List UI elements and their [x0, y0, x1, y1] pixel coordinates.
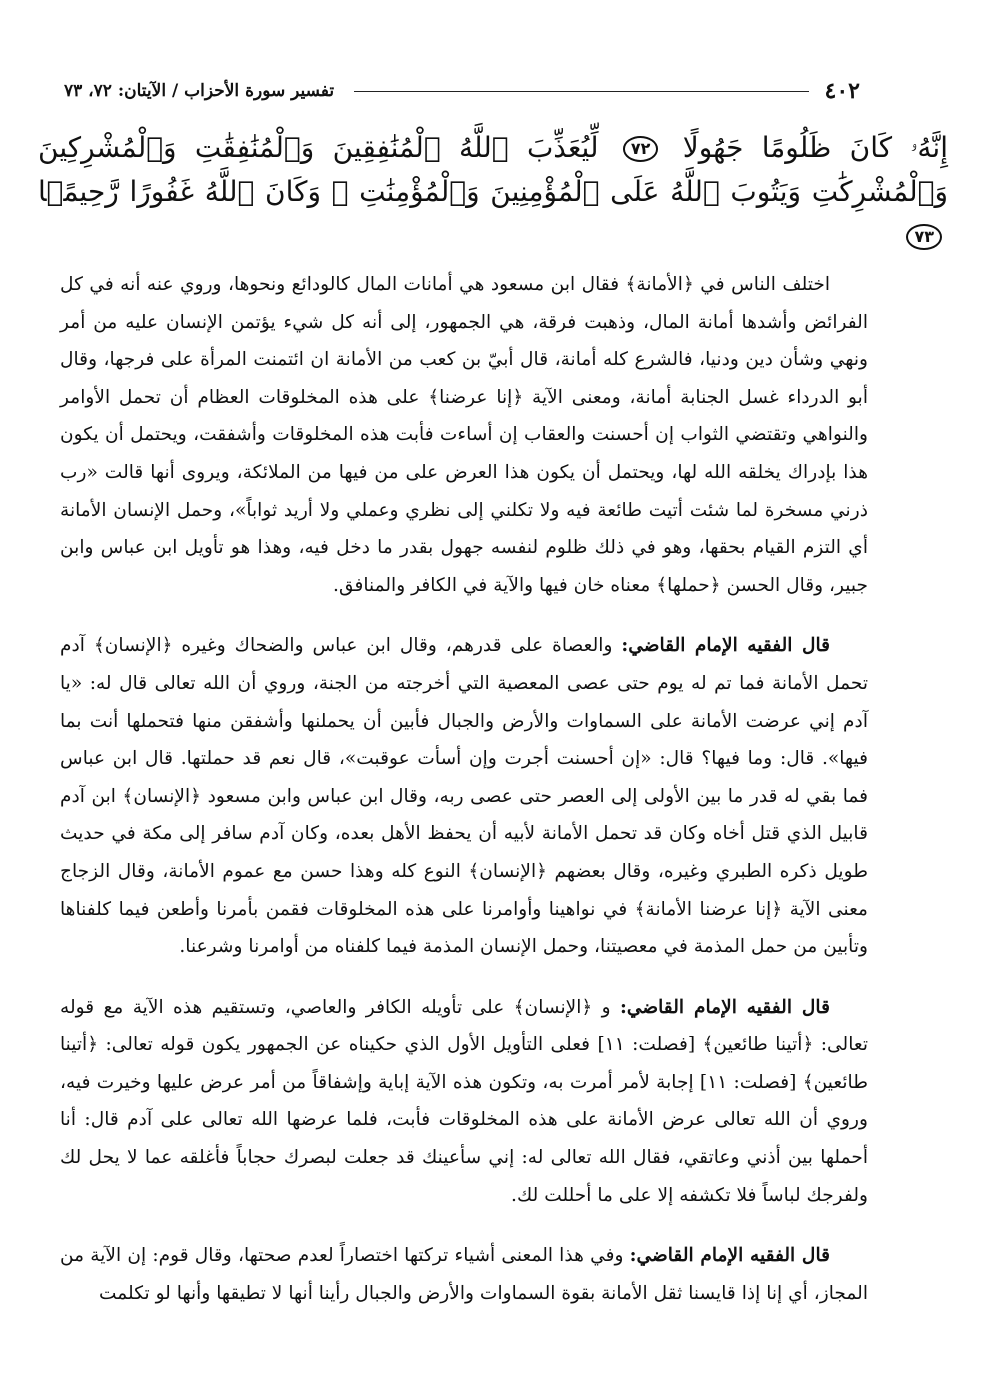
paragraph: [60, 1237, 868, 1312]
paragraph-lead: قال الفقيه الإمام القاضي:: [621, 635, 831, 657]
verse-text: لِّيُعَذِّبَ ٱللَّهُ ٱلْمُنَٰفِقِينَ وَٱلْمُنَٰفِقَٰتِ وَٱلْمُشْرِكِينَ وَٱلْمُشْرِكَٰتِ وَيَتُوبَ ٱللَّهُ عَلَى ٱلْمُؤْمِنِينَ وَٱلْمُؤْمِنَٰتِ ۗ وَكَانَ ٱللَّهُ غَفُورًا رَّحِيمًۢا: [38, 131, 948, 208]
paragraph-lead: قال الفقيه الإمام القاضي:: [629, 1245, 830, 1267]
paragraph-text: والعصاة على قدرهم، وقال ابن عباس والضحاك وغيره ﴿الإنسان﴾ آدم تحمل الأمانة فما تم له يوم حتى عصى المعصية التي أخرجته من الجنة، وروي أن الله تعالى قال له: «يا آدم إني عرضت الأمانة على السماوات والأرض والجبال فأبين أن يحملنها وأشفقن منها فتحملها أنت بما فيها». قال: وما فيها؟ قال: «إن أحسنت أجرت وإن أسأت عوقبت»، قال نعم قد حملتها. قال ابن عباس فما بقي له قدر ما بين الأولى إلى العصر حتى عصى ربه، وقال ابن عباس وابن مسعود ﴿الإنسان﴾ ابن آدم قابيل الذي قتل أخاه وكان قد تحمل الأمانة لأبيه أن يحفظ الأهل بعده، وكان آدم سافر إلى مكة في حديث طويل ذكره الطبري وغيره، وقال بعضهم ﴿الإنسان﴾ النوع كله وهذا حسن مع عموم الأمانة، وقال الزجاج معنى الآية ﴿إنا عرضنا الأمانة﴾ في نواهينا وأوامرنا على هذه المخلوقات فقمن بأمرنا وأطعن فيما كلفناها وتأبين من حمل المذمة في معصيتنا، وحمل الإنسان المذمة فيما كلفناه من أوامرنا وشرعنا.: [60, 635, 868, 958]
paragraph-text: وفي هذا المعنى أشياء تركتها اختصاراً لعدم صحتها، وقال قوم: إن الآية من المجاز، أي إنا إذا قايسنا ثقل الأمانة بقوة السماوات والأرض والجبال رأينا أنها لا تطيقها وأنها لو تكلمت: [60, 1245, 868, 1304]
paragraph-text: اختلف الناس في ﴿الأمانة﴾ فقال ابن مسعود هي أمانات المال كالودائع ونحوها، وروي عنه أنه في كل الفرائض وأشدها أمانة المال، وذهبت فرقة، هي الجمهور، إلى أنه كل شيء يؤتمن الإنسان عليه من أمر ونهي وشأن دين ودنيا، فالشرع كله أمانة، قال أبيّ بن كعب من الأمانة ان ائتمنت المرأة على فرجها، وقال أبو الدرداء غسل الجنابة أمانة، ومعنى الآية ﴿إنا عرضنا﴾ على هذه المخلوقات العظام أن تحمل الأوامر والنواهي وتقتضي الثواب إن أحسنت والعقاب إن أساءت فأبت هذه المخلوقات وأشفقت، ويحتمل أن يكون هذا بإدراك يخلقه الله لها، ويحتمل أن يكون هذا العرض على من فيها من الملائكة، ويروى أنها قالت «رب ذرني مسخرة لما شئت أتيت طائعة فيه ولا تكلني إلى نظري وعملي ولا أريد ثواباً»، وحمل الإنسان الأمانة أي التزم القيام بحقها، وهو في ذلك ظلوم لنفسه جهول بقدر ما دخل فيه، وهذا هو تأويل ابن عباس وابن جبير، وقال الحسن ﴿حملها﴾ معناه خان فيها والآية في الكافر والمنافق.: [60, 274, 868, 596]
paragraph-text: و ﴿الإنسان﴾ على تأويله الكافر والعاصي، وتستقيم هذه الآية مع قوله تعالى: ﴿أتينا طائعين﴾ [فصلت: ١١] فعلى التأويل الأول الذي حكيناه عن الجمهور يكون قوله تعالى: ﴿أتينا طائعين﴾ [فصلت: ١١] إجابة لأمر أمرت به، وتكون هذه الآية إباية وإشفاقاً من أمر عرض عليها وخيرت فيه، وروي أن الله تعالى عرض الأمانة على هذه المخلوقات فأبت، فلما عرضها الله تعالى على آدم قال: أنا أحملها بين أذني وعاتقي، فقال الله تعالى له: إني سأعينك قد جعلت لبصرك حجاباً فأغلقه عما لا يحل لك ولفرجك لباساً فلا تكشفه إلا على ما أحللت لك.: [60, 996, 868, 1206]
commentary-body: [60, 266, 868, 1312]
verse-number-marker: ٧٢: [623, 136, 659, 162]
quran-verses: [38, 126, 948, 258]
running-title: تفسير سورة الأحزاب / الآيتان: ٧٢، ٧٣: [64, 81, 335, 101]
paragraph: [60, 989, 868, 1215]
page-header: [64, 76, 860, 106]
paragraph: [60, 627, 868, 965]
paragraph: [60, 266, 868, 604]
header-rule: [354, 91, 808, 92]
page-number: ٤٠٢: [824, 78, 860, 104]
paragraph-lead: قال الفقيه الإمام القاضي:: [619, 996, 830, 1018]
verse-number-marker: ٧٣: [906, 224, 942, 250]
verse-text: إِنَّهُۥ كَانَ ظَلُومًا جَهُولًا: [682, 131, 948, 164]
